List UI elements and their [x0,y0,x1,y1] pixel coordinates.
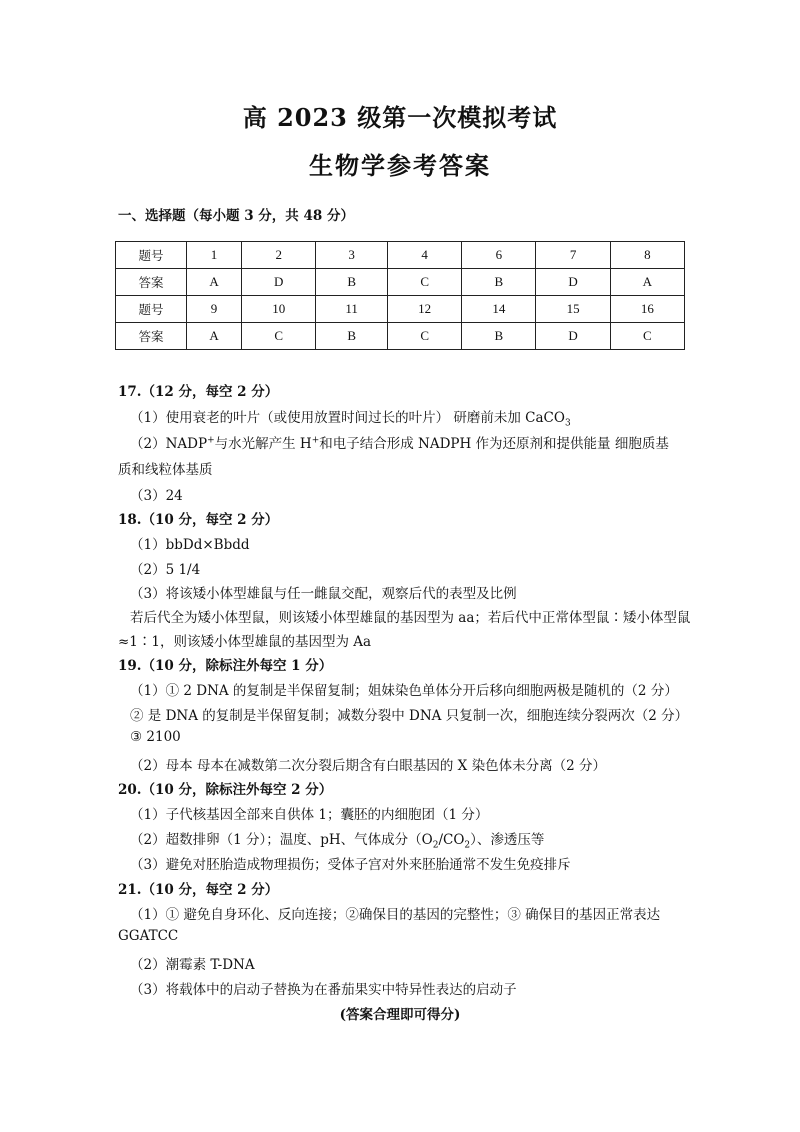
q20-heading: 20.（10 分，除标注外每空 2 分） [118,782,333,798]
table-cell: 14 [462,296,536,323]
answer-key-subtitle: 生物学参考答案 [309,151,491,180]
q21-answer-3: （3）将载体中的启动子替换为在番茄果实中特异性表达的启动子 [130,982,517,998]
table-row [116,323,685,350]
table-cell: A [187,323,242,350]
q21-heading: 21.（10 分，每空 2 分） [118,882,279,898]
q20-answer-2-sub1: 2 [432,840,439,851]
q18-answer-1: （1）bbDd×Bbdd [130,537,250,553]
q20-answer-2-pre: （2）超数排卵（1 分）；温度、pH、气体成分（O [130,832,433,848]
table-cell: 15 [536,296,610,323]
table-cell: D [536,269,610,296]
q17-answer-1-text: （1）使用衰老的叶片（或使用放置时间过长的叶片） 研磨前未加 CaCO [130,410,565,426]
table-cell: B [462,269,536,296]
table-cell: C [610,323,684,350]
table-cell: D [242,269,316,296]
table-cell: 16 [610,296,684,323]
table-cell: 8 [610,242,684,269]
row-label: 答案 [116,269,187,296]
table-cell: 6 [462,242,536,269]
q19-heading: 19.（10 分，除标注外每空 1 分） [118,658,333,674]
footer-note: (答案合理即可得分) [339,1007,461,1023]
q17-answer-2-sup2: + [311,435,320,446]
table-cell: 12 [388,296,462,323]
q17-answer-1-sub: 3 [564,418,571,429]
q18-answer-3-line2: 若后代全为矮小体型鼠，则该矮小体型雄鼠的基因型为 aa；若后代中正常体型鼠∶矮小体型鼠 [130,610,691,626]
q21-answer-1-cont: GGATCC [118,928,179,944]
table-cell: C [388,323,462,350]
table-cell: C [242,323,316,350]
table-cell: B [316,323,388,350]
q21-answer-2: （2）潮霉素 T-DNA [130,957,255,973]
table-row [116,242,685,269]
q19-answer-1-3: ③ 2100 [130,729,181,745]
table-cell: C [388,269,462,296]
q17-answer-2-cont: 质和线粒体基质 [118,462,213,478]
table-cell: 4 [388,242,462,269]
table-cell: B [316,269,388,296]
q17-answer-2-sup: + [207,435,215,446]
q20-answer-2 [130,828,544,851]
q17-answer-2 [130,432,669,452]
q17-answer-2-mid: 与水光解产生 H [214,436,312,452]
q17-heading: 17.（12 分，每空 2 分） [118,384,279,400]
q18-heading: 18.（10 分，每空 2 分） [118,512,279,528]
table-cell: D [536,323,610,350]
table-cell: 9 [187,296,242,323]
q20-answer-2-mid: /CO [438,832,465,848]
row-label: 答案 [116,323,187,350]
table-row [116,269,685,296]
q18-answer-2: （2）5 1/4 [130,562,201,578]
table-cell: A [187,269,242,296]
q20-answer-2-sub2: 2 [464,840,471,851]
section1-heading: 一、选择题（每小题 3 分，共 48 分） [118,208,354,224]
table-cell: 11 [316,296,388,323]
q19-answer-1: （1）① 2 DNA 的复制是半保留复制；姐妹染色单体分开后移向细胞两极是随机的（2 分） [130,683,678,699]
table-cell: 10 [242,296,316,323]
q19-answer-1-2: ② 是 DNA 的复制是半保留复制；减数分裂中 DNA 只复制一次，细胞连续分裂两次（2 分） [130,708,689,724]
table-cell: 2 [242,242,316,269]
q18-answer-3: （3）将该矮小体型雄鼠与任一雌鼠交配，观察后代的表型及比例 [130,586,517,602]
exam-title: 高 2023 级第一次模拟考试 [242,103,558,132]
table-cell: A [610,269,684,296]
q17-answer-1 [130,406,571,429]
answer-table [115,241,685,350]
table-cell: 3 [316,242,388,269]
table-cell: B [462,323,536,350]
q20-answer-1: （1）子代核基因全部来自供体 1；囊胚的内细胞团（1 分） [130,807,489,823]
table-cell: 1 [187,242,242,269]
q21-answer-1: （1）① 避免自身环化、反向连接；②确保目的基因的完整性；③ 确保目的基因正常表达 [130,907,661,923]
table-cell: 7 [536,242,610,269]
q17-answer-3: （3）24 [130,488,183,504]
q20-answer-2-post: ）、渗透压等 [470,832,545,848]
q17-answer-2-post: 和电子结合形成 NADPH 作为还原剂和提供能量 细胞质基 [319,436,669,452]
table-row [116,296,685,323]
q18-answer-3-line3: ≈1∶1，则该矮小体型雄鼠的基因型为 Aa [118,634,372,650]
row-label: 题号 [116,242,187,269]
q17-answer-2-pre: （2）NADP [130,436,208,452]
q20-answer-3: （3）避免对胚胎造成物理损伤；受体子宫对外来胚胎通常不发生免疫排斥 [130,857,571,873]
row-label: 题号 [116,296,187,323]
q19-answer-2: （2）母本 母本在减数第二次分裂后期含有白眼基因的 X 染色体未分离（2 分） [130,758,606,774]
